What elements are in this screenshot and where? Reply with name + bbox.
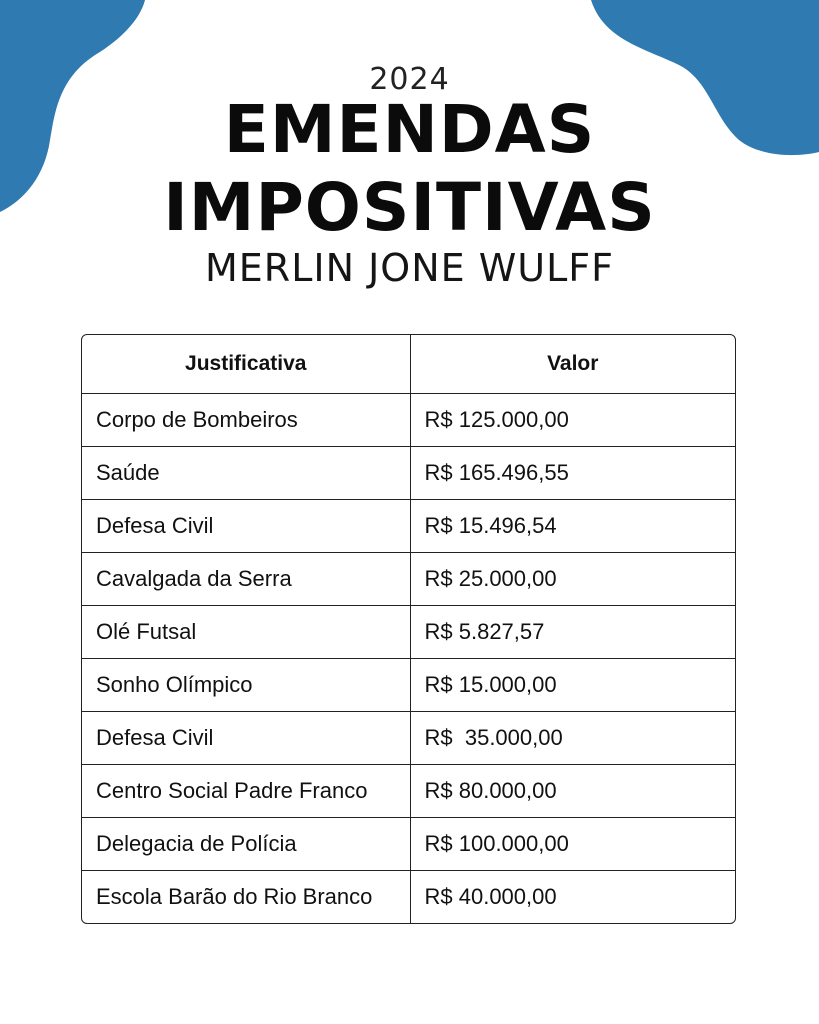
cell-justificativa: Delegacia de Polícia [82,817,410,870]
cell-valor: R$ 35.000,00 [410,711,735,764]
table-row [82,605,735,658]
subtitle-name: MERLIN JONE WULFF [205,246,614,290]
cell-valor: R$ 165.496,55 [410,446,735,499]
cell-valor: R$ 125.000,00 [410,393,735,446]
cell-valor: R$ 40.000,00 [424,883,557,909]
table-row [82,764,735,817]
cell-justificativa: Escola Barão do Rio Branco [82,870,410,923]
cell-justificativa: Sonho Olímpico [82,658,410,711]
cell-valor: R$ 80.000,00 [410,764,735,817]
table-header-row [82,335,735,393]
table-row [82,817,735,870]
cell-valor: R$ 25.000,00 [410,552,735,605]
cell-justificativa: Saúde [82,446,410,499]
cell-justificativa: Defesa Civil [82,499,410,552]
table-row [82,499,735,552]
cell-valor: R$ 15.000,00 [410,658,735,711]
table-row [82,711,735,764]
table-row [82,870,735,923]
cell-justificativa: Centro Social Padre Franco [82,764,410,817]
table-row [82,658,735,711]
column-header-valor: Valor [410,335,735,393]
year-label: 2024 [369,62,450,97]
cell-justificativa: Corpo de Bombeiros [82,393,410,446]
title-line-2: IMPOSITIVAS [163,169,656,246]
title-line-1: EMENDAS [223,91,596,168]
cell-valor: R$ 100.000,00 [410,817,735,870]
amendments-table [81,334,736,924]
column-header-justificativa: Justificativa [82,335,410,393]
cell-valor: R$ 5.827,57 [410,605,735,658]
cell-justificativa: Cavalgada da Serra [82,552,410,605]
table-row [82,393,735,446]
table-row [82,446,735,499]
cell-valor: R$ 15.496,54 [410,499,735,552]
cell-justificativa: Defesa Civil [82,711,410,764]
table-row [82,552,735,605]
cell-justificativa: Olé Futsal [82,605,410,658]
